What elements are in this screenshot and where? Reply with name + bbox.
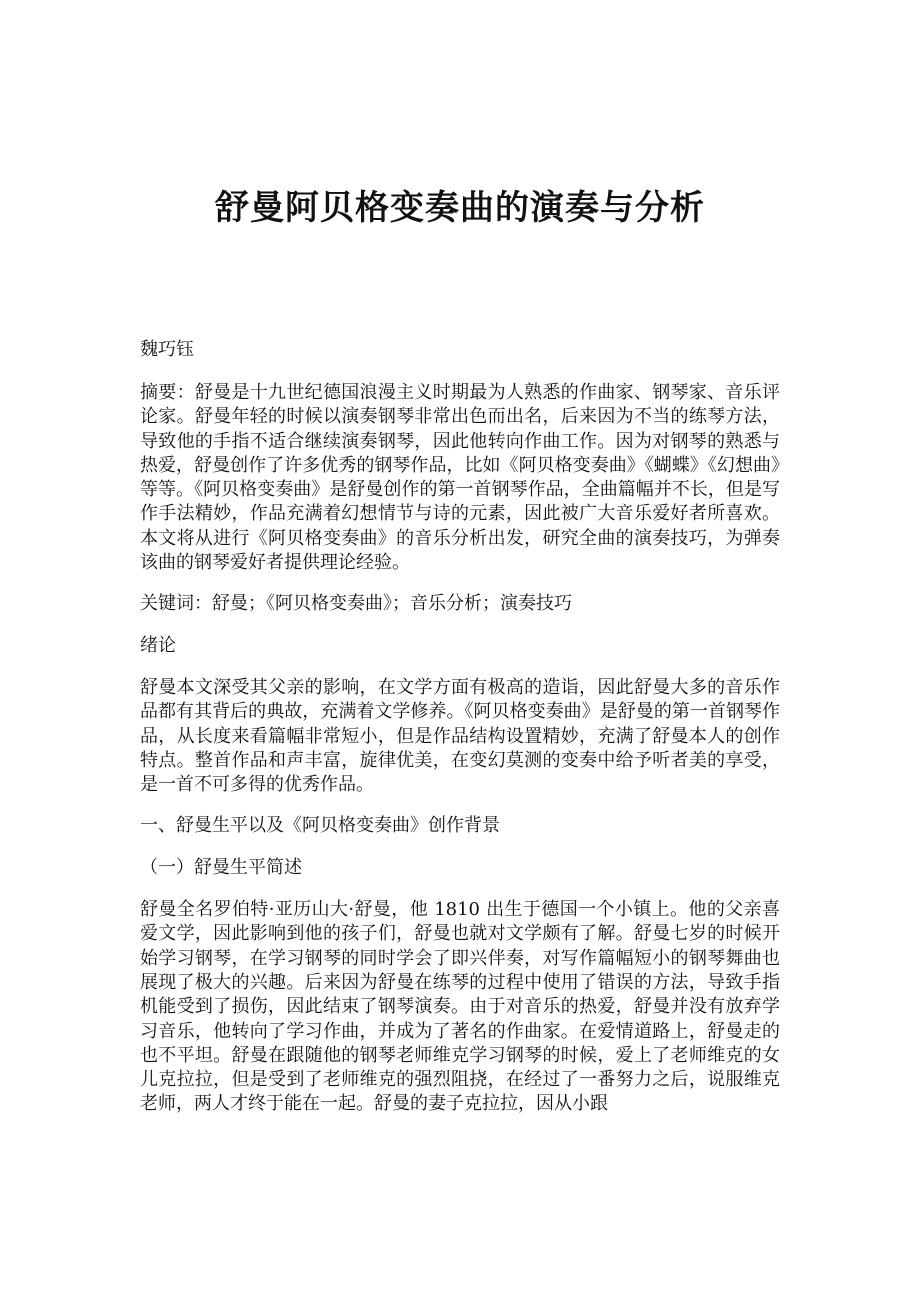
intro-paragraph: 舒曼本文深受其父亲的影响，在文学方面有极高的造诣，因此舒曼大多的音乐作品都有其背后的典故，充满着文学修养。《阿贝格变奏曲》是舒曼的第一首钢琴作品，从长度来看篇幅非常短小，但是作品结构设置精妙，充满了舒曼本人的创作特点。整首作品和声丰富，旋律优美，在变幻莫测的变奏中给予听者美的享受，是一首不可多得的优秀作品。 xyxy=(140,676,780,796)
subsection-heading-1: （一）舒曼生平简述 xyxy=(140,856,302,878)
abstract-paragraph: 摘要：舒曼是十九世纪德国浪漫主义时期最为人熟悉的作曲家、钢琴家、音乐评论家。舒曼年轻的时候以演奏钢琴非常出色而出名，后来因为不当的练琴方法，导致他的手指不适合继续演奏钢琴，因此他转向作曲工作。因为对钢琴的熟悉与热爱，舒曼创作了许多优秀的钢琴作品，比如《阿贝格变奏曲》《蝴蝶》《幻想曲》等等。《阿贝格变奏曲》是舒曼创作的第一首钢琴作品，全曲篇幅并不长，但是写作手法精妙，作品充满着幻想情节与诗的元素，因此被广大音乐爱好者所喜欢。本文将从进行《阿贝格变奏曲》的音乐分析出发，研究全曲的演奏技巧，为弹奏该曲的钢琴爱好者提供理论经验。 xyxy=(140,382,780,574)
document-body xyxy=(140,338,780,1117)
document-title: 舒曼阿贝格变奏曲的演奏与分析 xyxy=(215,188,705,228)
intro-heading: 绪论 xyxy=(140,634,176,656)
author-name: 魏巧钰 xyxy=(140,339,194,360)
subsection-paragraph-1: 舒曼全名罗伯特·亚历山大·舒曼，他 1810 出生于德国一个小镇上。他的父亲喜爱文学，因此影响到他的孩子们，舒曼也就对文学颇有了解。舒曼七岁的时候开始学习钢琴，在学习钢琴的同时学会了即兴伴奏，对写作篇幅短小的钢琴舞曲也展现了极大的兴趣。后来因为舒曼在练琴的过程中使用了错误的方法，导致手指机能受到了损伤，因此结束了钢琴演奏。由于对音乐的热爱，舒曼并没有放弃学习音乐，他转向了学习作曲，并成为了著名的作曲家。在爱情道路上，舒曼走的也不平坦。舒曼在跟随他的钢琴老师维克学习钢琴的时候，爱上了老师维克的女儿克拉拉，但是受到了老师维克的强烈阻挠，在经过了一番努力之后，说服维克老师，两人才终于能在一起。舒曼的妻子克拉拉，因从小跟 xyxy=(140,899,780,1115)
keywords-line: 关键词：舒曼；《阿贝格变奏曲》；音乐分析；演奏技巧 xyxy=(140,593,572,615)
section-heading-1: 一、舒曼生平以及《阿贝格变奏曲》创作背景 xyxy=(140,815,500,837)
